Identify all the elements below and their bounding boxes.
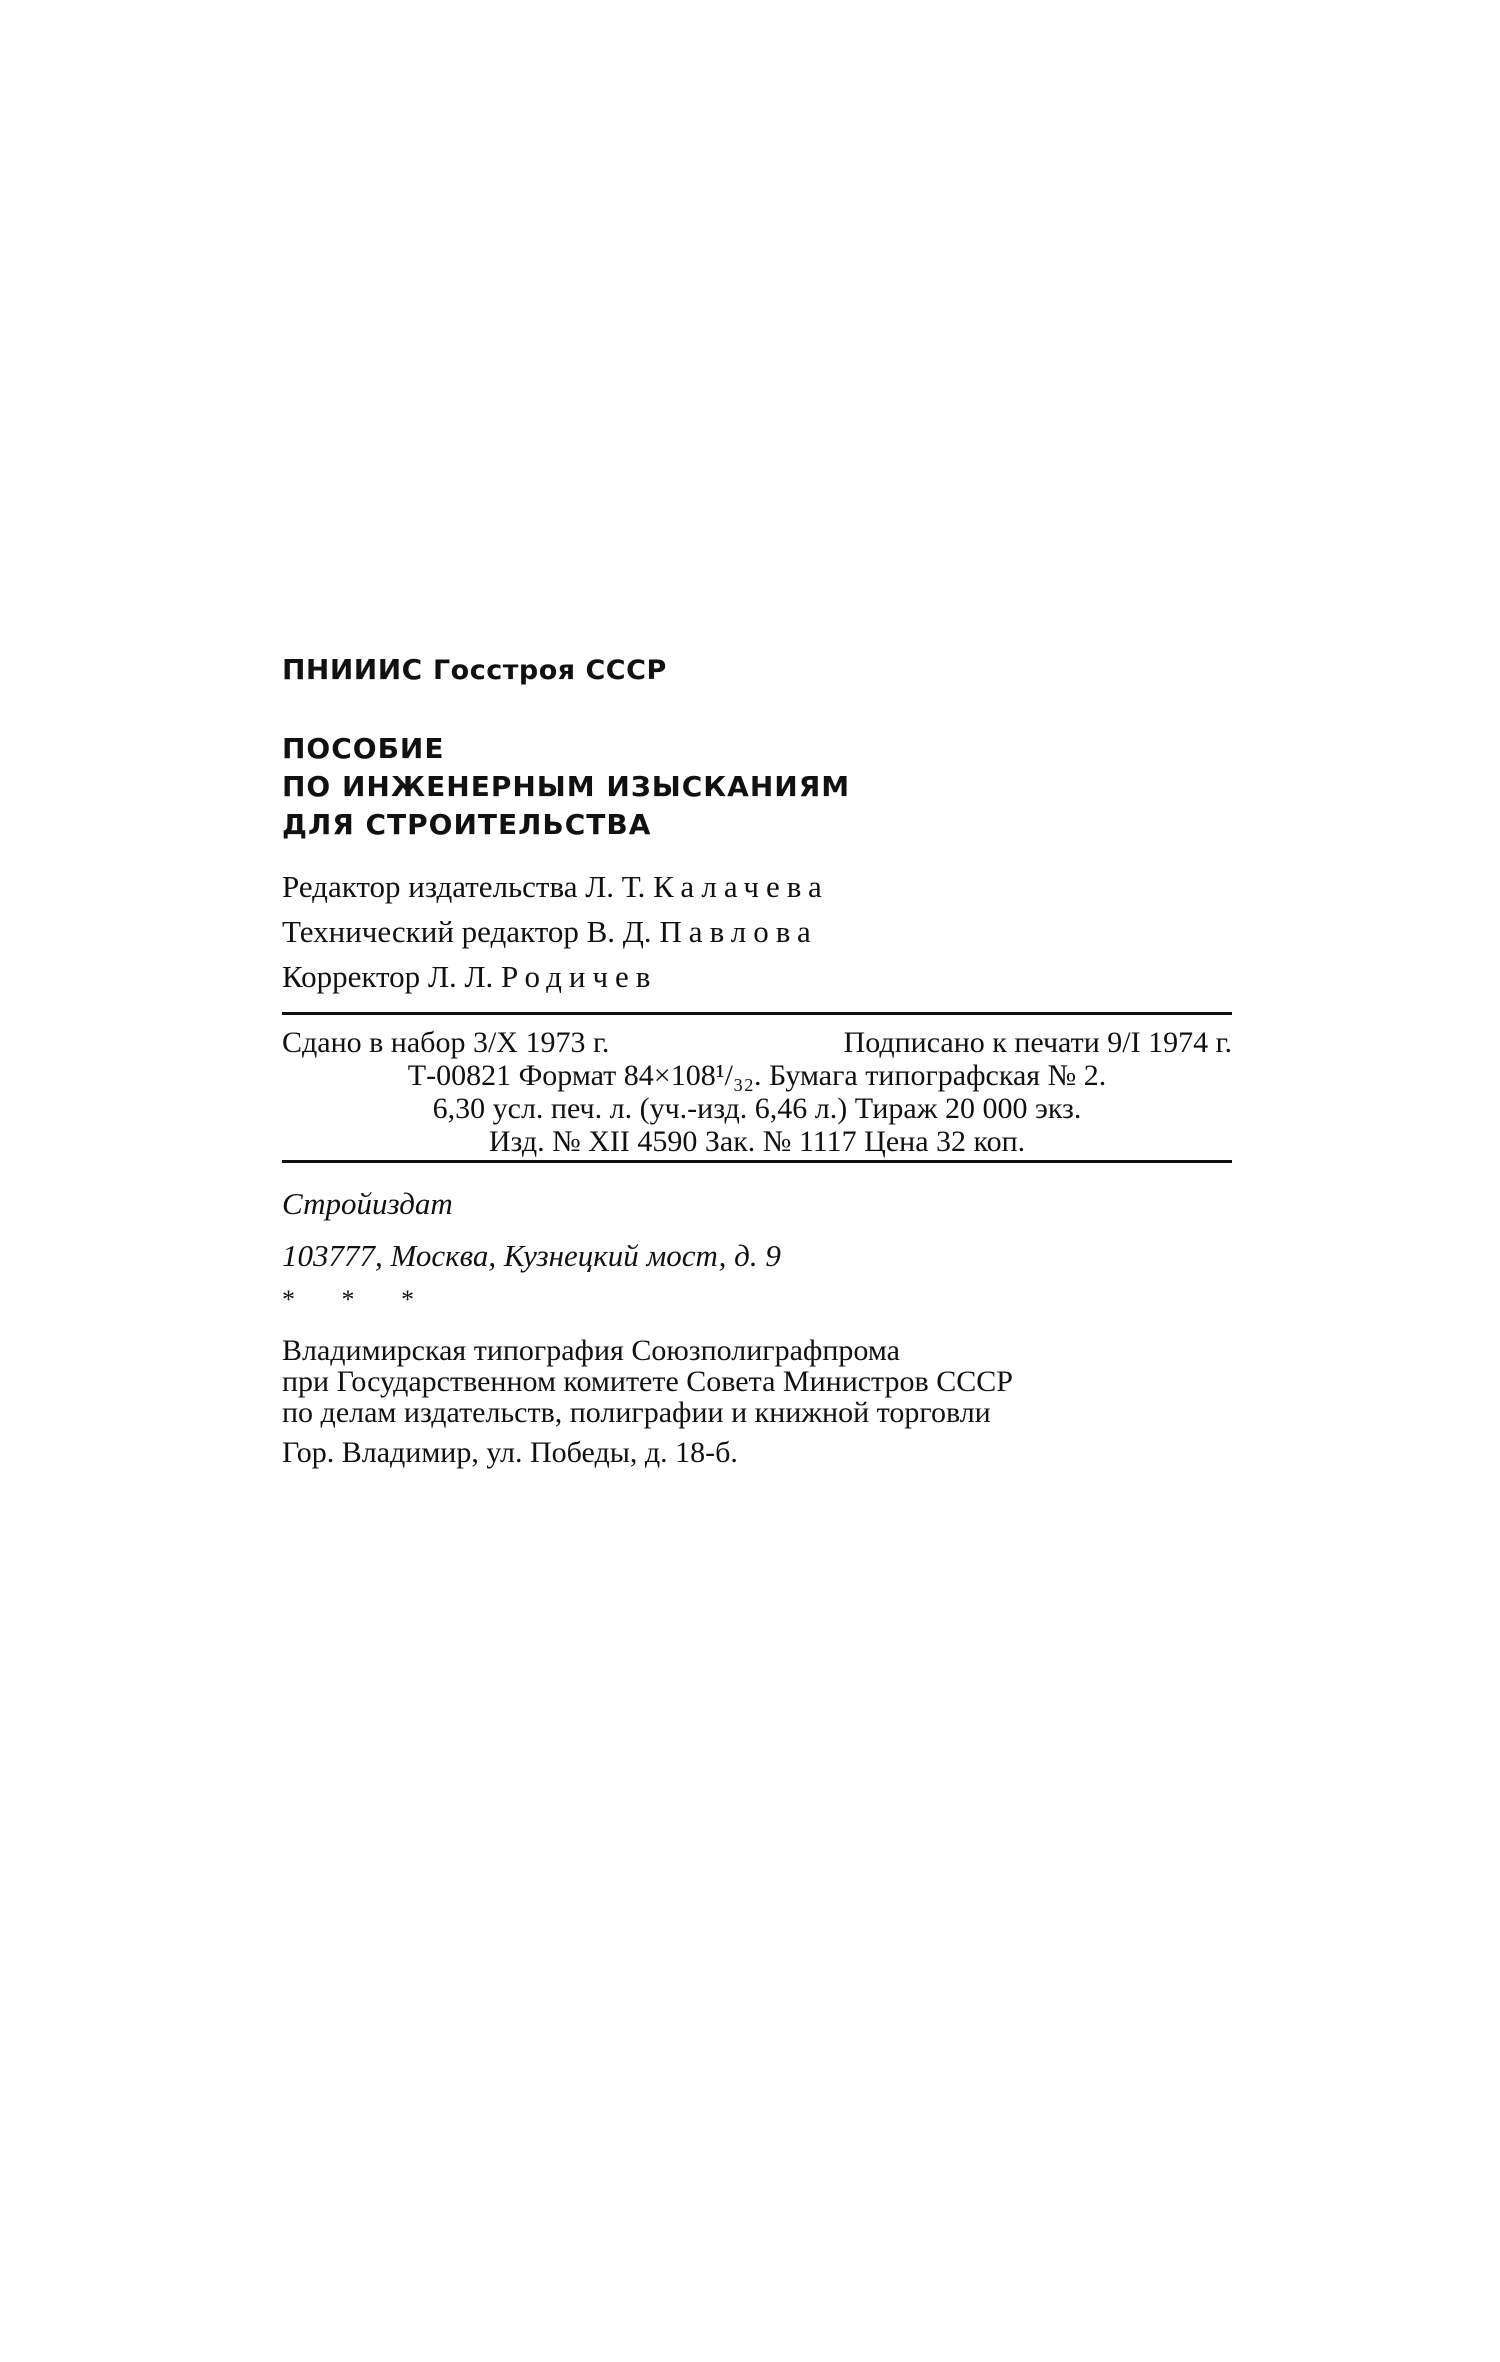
- imprint-signed-date: Подписано к печати 9/I 1974 г.: [843, 1026, 1232, 1059]
- organization-line: [282, 653, 1232, 686]
- staff-role: Редактор издательства: [282, 869, 578, 904]
- printer-line: Владимирская типография Союзполиграфпрома: [282, 1334, 900, 1367]
- staff-list: [282, 864, 1232, 999]
- divider-bottom: [282, 1160, 1232, 1163]
- organization-affiliation: Госстроя СССР: [432, 655, 667, 686]
- imprint-typeset-date: Сдано в набор 3/X 1973 г.: [282, 1026, 610, 1059]
- printer-block: [282, 1335, 1232, 1428]
- imprint-order-line: Изд. № XII 4590 Зак. № 1117 Цена 32 коп.: [488, 1125, 1026, 1158]
- printer-line: при Государственном комитете Совета Министров СССР: [282, 1365, 1013, 1398]
- organization-name: ПНИИИС: [282, 653, 423, 686]
- staff-initials: Л. Т.: [585, 869, 646, 904]
- book-title: [282, 730, 1232, 844]
- imprint-format-line: Т-00821 Формат 84×108¹/₃₂. Бумага типографская № 2.: [407, 1059, 1107, 1092]
- staff-surname: Родичев: [501, 959, 658, 994]
- imprint-dates: [282, 1026, 1232, 1059]
- staff-surname: Калачева: [653, 869, 829, 904]
- staff-editor: [282, 864, 1232, 909]
- asterisk-separator: * * *: [282, 1285, 434, 1314]
- publisher-block: [282, 1178, 1232, 1282]
- imprint-print-run-line: 6,30 усл. печ. л. (уч.-изд. 6,46 л.) Тираж 20 000 экз.: [432, 1092, 1082, 1125]
- book-title-line: ПО ИНЖЕНЕРНЫМ ИЗЫСКАНИЯМ: [282, 770, 851, 803]
- staff-role: Корректор: [282, 959, 421, 994]
- printer-line: по делам издательств, полиграфии и книжной торговли: [282, 1396, 991, 1429]
- book-title-line: ПОСОБИЕ: [282, 732, 445, 765]
- staff-surname: Павлова: [659, 914, 818, 949]
- staff-proofreader: [282, 954, 1232, 999]
- printer-address: Гор. Владимир, ул. Победы, д. 18-б.: [282, 1436, 738, 1469]
- staff-initials: В. Д.: [586, 914, 652, 949]
- imprint-block: [282, 1026, 1232, 1158]
- publisher-address: 103777, Москва, Кузнецкий мост, д. 9: [282, 1238, 781, 1273]
- staff-initials: Л. Л.: [427, 959, 494, 994]
- book-title-line: ДЛЯ СТРОИТЕЛЬСТВА: [282, 808, 652, 841]
- publisher-name: Стройиздат: [282, 1186, 453, 1221]
- staff-role: Технический редактор: [282, 914, 579, 949]
- staff-technical-editor: [282, 909, 1232, 954]
- divider-top: [282, 1012, 1232, 1015]
